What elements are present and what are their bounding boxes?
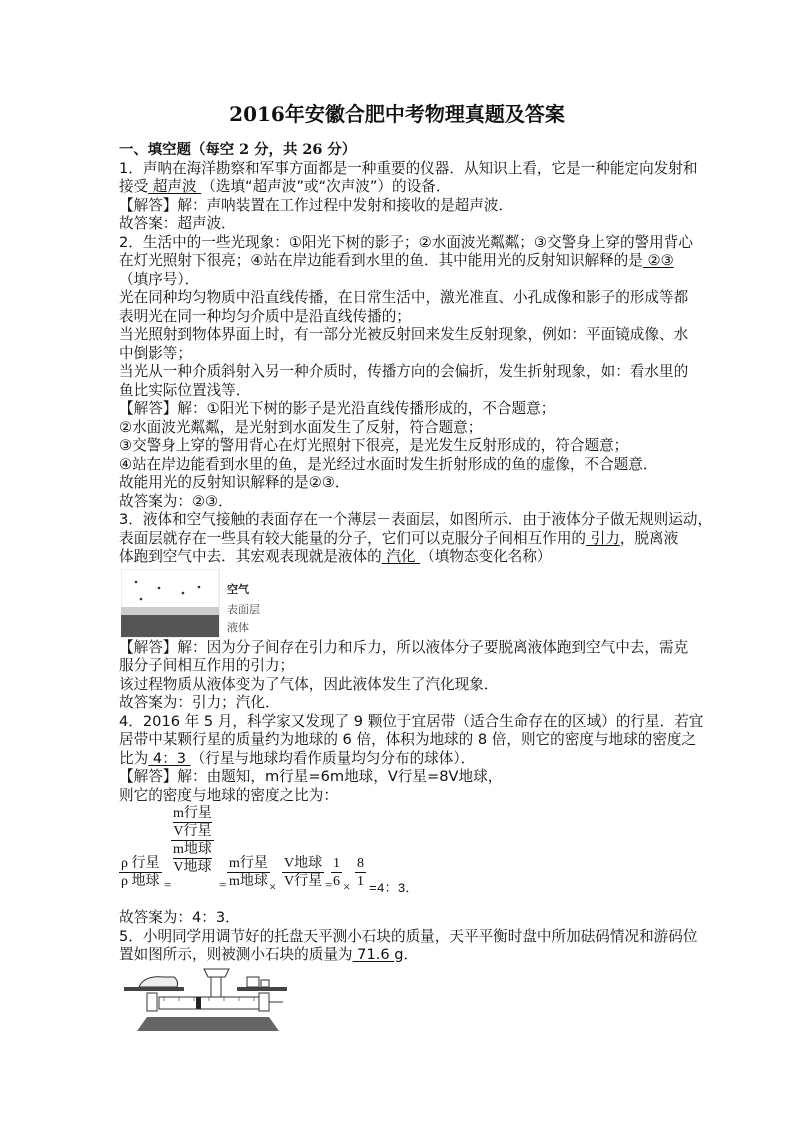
text-line [119,326,689,345]
surface-layer-label: 表面层 [227,602,260,616]
formula-result: =4：3． [369,881,419,896]
text-line [119,639,689,658]
text-line [119,271,689,290]
text-line [119,787,689,806]
text-segment: ②水面波光粼粼，是光射到水面发生了反射，符合题意； [119,418,483,436]
text-segment: 一、填空题（每空 2 分，共 26 分） [119,141,357,158]
text-line [119,530,689,549]
text-line [119,927,698,947]
equals-sign: = [219,877,227,892]
text-line [119,252,689,271]
text-line [119,178,689,197]
text-segment: 【解答】解：声呐装置在工作过程中发射和接收的是超声波． [119,196,514,214]
text-segment: 【解答】解：①阳光下树的影子是光沿直线传播形成的，不合题意； [119,400,556,417]
fraction-rho [119,855,162,890]
text-segment: 当光从一种介质斜射入另一种介质时，传播方向的会偏折，发生折射现象，如：看水里的 [119,363,689,380]
text-line [119,215,689,234]
v-earth: V地球 [173,860,212,875]
fraction-one-sixth [331,855,342,890]
text-segment: 故答案为：引力；汽化． [119,694,280,711]
numerator: 1 [333,856,340,871]
text-segment: 2．生活中的一些光现象：①阳光下树的影子；②水面波光粼粼；③交警身上穿的警用背心 [119,233,693,251]
answer-blank: 超声波 [148,178,202,195]
text-segment: g． [394,946,419,963]
text-line [119,493,689,512]
fraction-volume [282,855,324,890]
text-line [119,197,689,216]
times-sign: × [269,879,277,894]
text-line [119,419,689,438]
text-segment: 表明光在同一种均匀介质中是沿直线传播的； [119,307,411,325]
text-segment: 体跑到空气中去．其宏观表现就是液体的 [119,548,382,565]
denominator: 1 [357,874,364,889]
answer-blank: ②③ [642,252,674,269]
text-segment: 居带中某颗行星的质量约为地球的 6 倍，体积为地球的 8 倍，则它的密度与地球的密度之 [119,731,697,748]
fraction-eight [355,855,366,890]
times-sign: × [343,879,351,894]
answer-blank: 71.6 [352,946,395,963]
numerator: ρ 行星 [121,856,160,871]
fraction-mass [227,855,270,890]
text-segment: 4．2016 年 5 月，科学家又发现了 9 颗位于宜居带（适合生命存在的区域）的行星．若宜 [119,712,704,730]
text-segment: ③交警身上穿的警用背心在灯光照射下很亮，是光发生反射形成的，符合题意； [119,437,629,454]
numerator [171,805,214,841]
question-block-1-3 [119,141,713,567]
text-segment: 比为 [119,749,149,767]
text-segment: （行星与地球均看作质量均匀分布的球体）． [190,749,476,767]
text-line [119,308,689,327]
question-block-3-4 [119,638,704,806]
text-segment: 故答案：超声波． [119,215,236,232]
text-line [119,712,704,732]
text-segment: （填序号）． [119,270,200,288]
text-segment: 则它的密度与地球的密度之比为： [119,786,338,804]
text-line [119,456,689,475]
denominator [171,841,214,876]
equals-sign: = [164,877,172,892]
document-body [119,141,713,1031]
text-line [119,511,713,530]
text-segment: 【解答】解：因为分子间存在引力和斥力，所以液体分子要脱离液体跑到空气中去，需克 [119,638,689,656]
text-line [119,731,697,750]
text-line [119,548,689,567]
denominator: 6 [333,874,340,889]
text-line [119,946,689,965]
text-line [119,233,693,253]
text-line [119,345,689,364]
equals-sign: = [325,877,333,892]
text-segment: 当光照射到物体界面上时，有一部分光被反射回来发生反射现象，例如：平面镜成像、水 [119,326,689,343]
balance-scale-diagram [119,965,289,1031]
text-segment: 1．声呐在海洋勘察和军事方面都是一种重要的仪器．从知识上看，它是一种能定向发射和 [119,159,698,177]
text-line [119,694,689,713]
liquid-label: 液体 [227,620,249,634]
density-ratio-formula [119,805,689,909]
text-line [119,363,689,382]
question-block-4-5 [119,909,698,965]
text-segment: 在灯光照射下很亮；④站在岸边能看到水里的鱼．其中能用光的反射知识解释的是 [119,252,643,269]
text-line [119,289,689,308]
denominator: ρ 地球 [121,874,160,889]
balance-figure [119,965,689,1031]
text-segment: 服分子间相互作用的引力； [119,657,295,674]
text-segment: 表面层就存在一些具有较大能量的分子，它们可以克服分子间相互作用的 [119,529,587,547]
section-heading [119,141,689,160]
text-line [119,768,689,787]
text-segment: ，脱离液 [619,529,679,547]
text-line [119,382,689,401]
numerator: m行星 [229,856,268,871]
text-segment: 光在同种均匀物质中沿直线传播，在日常生活中，激光准直、小孔成像和影子的形成等都 [119,289,689,306]
m-planet: m行星 [173,806,212,821]
numerator: V地球 [284,856,323,871]
v-planet: V行星 [173,824,212,839]
answer-blank: 汽化 [381,548,421,565]
air-label: 空气 [227,582,249,596]
answer-blank: 引力 [586,529,620,547]
document-title: 2016年安徽合肥中考物理真题及答案 [229,102,565,126]
m-earth: m地球 [173,842,212,857]
text-line [119,474,689,493]
text-segment: 故答案为：4：3． [119,909,240,926]
text-segment: 故能用光的反射知识解释的是②③． [119,474,350,491]
text-segment: 置如图所示，则被测小石块的质量为 [119,946,353,963]
liquid-surface-figure [119,567,319,639]
answer-blank: 4：3 [148,749,191,767]
text-line [119,159,698,179]
text-segment: 该过程物质从液体变为了气体，因此液体发生了汽化现象． [119,675,499,693]
text-segment: 中倒影等； [119,344,192,362]
liquid-layer-diagram [121,569,221,639]
text-line [119,909,689,928]
denominator: V行星 [284,874,323,889]
text-segment: 接受 [119,178,149,195]
text-segment: （填物态变化名称） [420,548,552,565]
text-line [119,750,689,769]
text-line [119,657,689,676]
text-line [119,676,689,695]
text-segment: 5．小明同学用调节好的托盘天平测小石块的质量，天平平衡时盘中所加砝码情况和游码位 [119,927,698,945]
text-segment: ④站在岸边能看到水里的鱼，是光经过水面时发生折射形成的鱼的虚像，不合题意． [119,455,658,473]
text-segment: （选填“超声波”或“次声波”）的设备． [201,178,451,195]
numerator: 8 [357,856,364,871]
denominator: m地球 [229,874,268,889]
text-line [119,437,689,456]
text-segment: 鱼比实际位置浅等． [119,381,251,399]
text-segment: 【解答】解：由题知，m行星=6m地球，V行星=8V地球， [119,768,503,785]
text-segment: 故答案为：②③． [119,492,233,510]
fraction-compound [171,805,214,876]
text-line [119,400,689,419]
text-segment: 3．液体和空气接触的表面存在一个薄层－表面层，如图所示．由于液体分子做无规则运动， [119,511,713,528]
